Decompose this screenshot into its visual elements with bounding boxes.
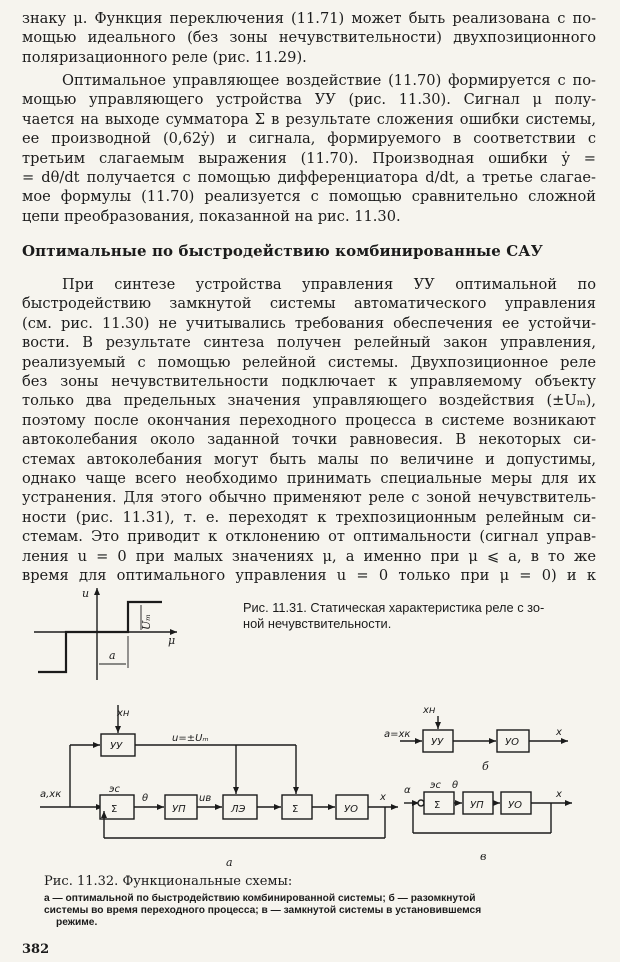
sigma-label: Σ	[434, 800, 441, 811]
text-line: Оптимальное управляющее воздействие (11.70) формируется с по-	[62, 72, 596, 89]
caption-line: Рис. 11.31. Статическая характеристика реле с зо-	[243, 600, 545, 615]
text-line: стемам. Это приводит к отклонению от оптимальности (сигнал управ-	[22, 528, 596, 546]
figure-11-31-caption	[243, 600, 603, 632]
yo-label: УО	[505, 737, 519, 748]
xn-label: xн	[117, 708, 130, 719]
section-heading: Оптимальные по быстродействию комбинированные САУ	[22, 242, 543, 260]
page-number: 382	[22, 942, 50, 957]
text-line: мощью идеального (без зоны нечувствительности) двухпозиционного	[22, 29, 596, 47]
u-eq-label: u=±Uₘ	[172, 733, 209, 744]
text-line: без зоны нечувствительности подключает к управляемому объекту	[22, 373, 596, 391]
up-label: УП	[470, 800, 484, 811]
ub-label: uв	[199, 793, 212, 804]
x-label: x	[380, 792, 386, 803]
diagram-b	[384, 705, 568, 773]
caption-c: в	[480, 850, 487, 863]
x-label: x	[556, 727, 562, 738]
text-line: цепи преобразования, показанной на рис. 11.30.	[22, 207, 401, 225]
axis-mu-label: μ	[168, 634, 176, 647]
text-line: ее производной (0,62ẏ) и сигнала, формируемого в соответствии с	[22, 130, 596, 148]
text-line: ности (рис. 11.31), т. е. переходят к трехпозиционным релейным си-	[22, 508, 596, 526]
text-line: ления u = 0 при малых значениях μ, а именно при μ ⩽ a, в то же	[22, 547, 596, 565]
text-line: мощью управляющего устройства УУ (рис. 11.30). Сигнал μ полу-	[22, 91, 596, 109]
up-label: УП	[172, 804, 186, 815]
text-line: знаку μ. Функция переключения (11.71) может быть реализована с по-	[22, 10, 596, 27]
text-line: мое формулы (11.70) реализуется с помощью сравнительно сложной	[22, 188, 596, 206]
text-line: однако чаще всего необходимо принимать специальные меры для их	[22, 470, 596, 488]
um-label: Uₘ	[140, 613, 153, 630]
le-label: ЛЭ	[231, 804, 246, 815]
legend-line: режиме.	[56, 917, 98, 929]
text-line: только два предельных значения управляющего воздействия (±Uₘ),	[22, 392, 596, 410]
dead-zone-label: a	[109, 649, 116, 662]
text-line: быстродействию замкнутой системы автоматического управления	[22, 295, 596, 313]
x-label: x	[556, 789, 562, 800]
uu-label: УУ	[110, 741, 123, 752]
text-line: третьим слагаемым выражения (11.70). Производная ошибки ẏ =	[22, 149, 596, 167]
text-line: (см. рис. 11.30) не учитывались требования обеспечения ее устойчи-	[22, 314, 596, 332]
alpha-label: α	[404, 785, 411, 796]
text-line: устранения. Для этого обычно применяют реле с зоной нечувствитель-	[22, 489, 596, 507]
uu-label: УУ	[431, 737, 444, 748]
text-line: поэтому после окончания переходного процесса в системе возникают	[22, 411, 596, 429]
diagram-c	[404, 780, 572, 863]
es-label: эс	[109, 784, 120, 795]
legend-line: а — оптимальной по быстродействию комбинированной системы; б — разомкнутой	[44, 893, 476, 904]
caption-b: б	[482, 760, 489, 773]
caption-line: ной нечувствительности.	[243, 616, 392, 631]
text-line: чается на выходе сумматора Σ в результате сложения ошибки системы,	[22, 110, 596, 128]
sigma-label: Σ	[292, 804, 299, 815]
axis-u-label: u	[82, 587, 90, 600]
caption-a: а	[226, 856, 233, 869]
es-label: эс	[430, 780, 441, 791]
relay-characteristic-graph	[34, 587, 177, 680]
theta-label: θ	[142, 793, 149, 804]
figure-11-32-legend	[44, 893, 604, 930]
text-line: автоколебания около заданной точки равновесия. В некоторых си-	[22, 431, 596, 449]
text-line: вости. В результате синтеза получен релейный закон управления,	[22, 334, 596, 352]
yo-label: УО	[508, 800, 522, 811]
figure-11-32-title: Рис. 11.32. Функциональные схемы:	[44, 874, 293, 889]
theta-label: θ	[452, 780, 459, 791]
relay-curve	[38, 602, 162, 672]
text-line: поляризационного реле (рис. 11.29).	[22, 48, 307, 66]
comparator	[418, 800, 424, 806]
input-label: a,xк	[40, 789, 62, 800]
legend-line: системы во время переходного процесса; в — замкнутой системы в установившемся	[44, 905, 482, 917]
xn-label: xн	[423, 705, 436, 716]
sigma-label: Σ	[111, 804, 118, 815]
text-line: стемах автоколебания могут быть малы по величине и допустимы,	[22, 450, 596, 468]
text-line: = dθ/dt получается с помощью дифференциатора d/dt, а третье слагае-	[22, 169, 596, 187]
text-line: реализуемый с помощью релейной системы. Двухпозиционное реле	[22, 353, 596, 371]
input-label: a=xк	[384, 729, 411, 740]
text-line: время для оптимального управления u = 0 только при μ = 0) и к	[22, 567, 596, 585]
yo-label: УО	[344, 804, 358, 815]
text-line: При синтезе устройства управления УУ оптимальной по	[62, 276, 596, 293]
diagram-a	[40, 705, 398, 869]
